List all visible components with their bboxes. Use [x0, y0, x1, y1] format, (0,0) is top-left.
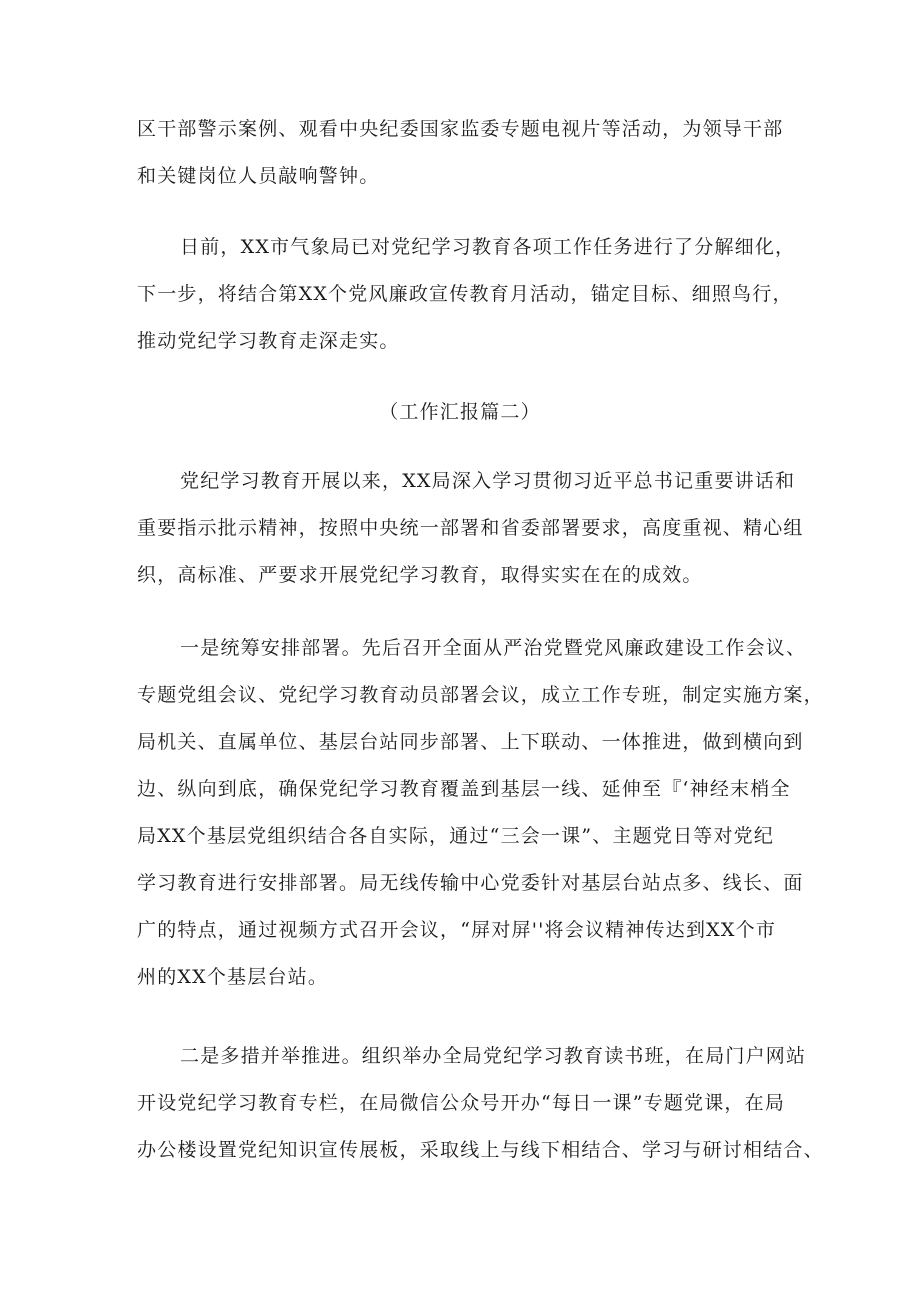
paragraph-point-one [137, 625, 824, 1001]
paragraph-continuation [137, 106, 799, 200]
paragraph-line: 二是多措并举推进。组织举办全局党纪学习教育读书班，在局门户网站 [180, 1045, 807, 1067]
paragraph-point-two [137, 1033, 824, 1174]
paragraph-line: 开设党纪学习教育专栏，在局微信公众号开办“每日一课”专题党课，在局 [137, 1092, 786, 1114]
paragraph-line: 广的特点，通过视频方式召开会议，“屏对屏''将会议精神传达到XX个市 [137, 919, 777, 941]
paragraph-line: 边、纵向到底，确保党纪学习教育覆盖到基层一线、延伸至『‘神经末梢全 [137, 778, 791, 800]
paragraph-line: 州的XX个基层台站。 [137, 966, 329, 988]
paragraph-current-progress [137, 224, 799, 365]
paragraph-line: 和关键岗位人员敲响警钟。 [137, 165, 380, 187]
paragraph-line: 学习教育进行安排部署。局无线传输中心党委针对基层台站点多、线长、面 [137, 872, 804, 894]
paragraph-line: 重要指示批示精神，按照中央统一部署和省委部署要求，高度重视、精心组 [137, 517, 804, 539]
paragraph-line: 推动党纪学习教育走深走实。 [137, 330, 400, 352]
paragraph-line: 党纪学习教育开展以来，XX局深入学习贯彻习近平总书记重要讲话和 [180, 470, 796, 492]
paragraph-line: 专题党组会议、党纪学习教育动员部署会议，成立工作专班，制定实施方案， [137, 684, 824, 706]
paragraph-line: 区干部警示案例、观看中央纪委国家监委专题电视片等活动，为领导干部 [137, 118, 784, 140]
paragraph-intro [137, 458, 804, 599]
paragraph-line: 日前，XX市气象局已对党纪学习教育各项工作任务进行了分解细化， [180, 236, 796, 258]
paragraph-line: 织，高标准、严要求开展党纪学习教育，取得实实在在的成效。 [137, 564, 703, 586]
paragraph-line: 局机关、直属单位、基层台站同步部署、上下联动、一体推进，做到横向到 [137, 731, 804, 753]
paragraph-line: 局XX个基层党组织结合各自实际，通过“三会一课”、主题党日等对党纪 [137, 825, 775, 847]
paragraph-line: 一是统筹安排部署。先后召开全面从严治党暨党风廉政建设工作会议、 [180, 637, 807, 659]
paragraph-line: 办公楼设置党纪知识宣传展板，采取线上与线下相结合、学习与研讨相结合、 [137, 1139, 824, 1161]
section-heading: （工作汇报篇二） [379, 401, 541, 423]
paragraph-line: 下一步，将结合第XX个党风廉政宣传教育月活动，锚定目标、细照鸟行， [137, 283, 793, 305]
